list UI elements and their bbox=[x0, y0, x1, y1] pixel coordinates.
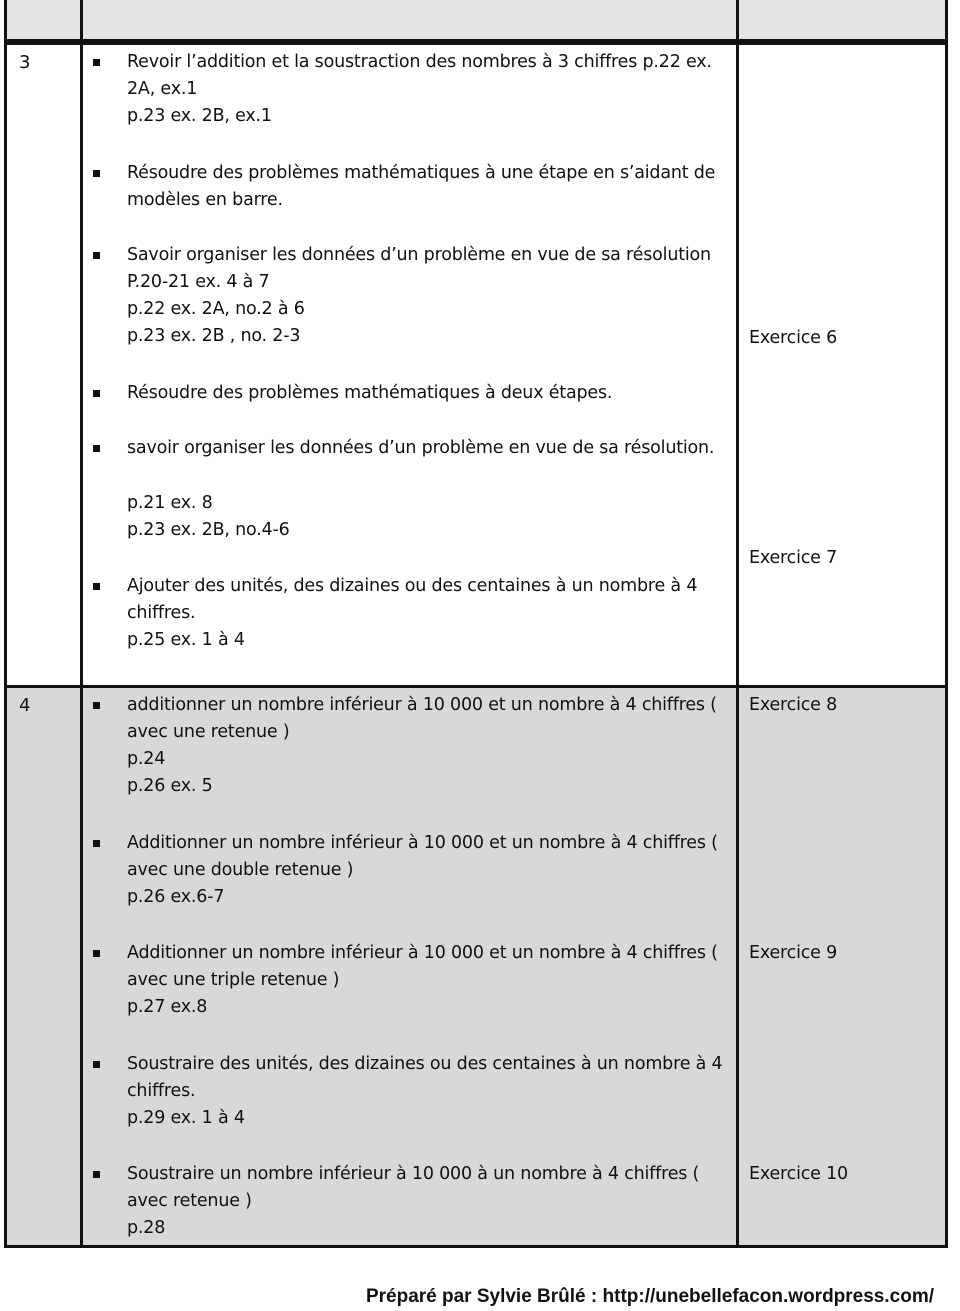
exercise-label: Exercice 8 bbox=[749, 695, 838, 715]
objective-line: avec retenue ) bbox=[127, 1191, 252, 1211]
table-header-row bbox=[7, 0, 945, 42]
bullet-icon bbox=[93, 702, 100, 709]
objective-line: p.25 ex. 1 à 4 bbox=[127, 630, 245, 650]
objective-line: Résoudre des problèmes mathématiques à deux étapes. bbox=[127, 383, 613, 403]
footer-credit: Préparé par Sylvie Brûlé : http://unebellefacon.wordpress.com/ bbox=[365, 1286, 934, 1307]
column-divider bbox=[736, 0, 739, 1245]
objective-line: additionner un nombre inférieur à 10 000 et un nombre à 4 chiffres ( bbox=[127, 695, 717, 715]
objective-line: Revoir l’addition et la soustraction des nombres à 3 chiffres p.22 ex. bbox=[127, 52, 712, 72]
objective-line: Savoir organiser les données d’un problème en vue de sa résolution bbox=[127, 245, 711, 265]
bullet-icon bbox=[93, 390, 100, 397]
objective-line: p.26 ex. 5 bbox=[127, 776, 213, 796]
bullet-icon bbox=[93, 840, 100, 847]
objective-line: Soustraire un nombre inférieur à 10 000 à un nombre à 4 chiffres ( bbox=[127, 1164, 700, 1184]
bullet-icon bbox=[93, 445, 100, 452]
objective-line: avec une triple retenue ) bbox=[127, 970, 340, 990]
row-divider bbox=[7, 42, 945, 45]
exercise-label: Exercice 10 bbox=[749, 1164, 848, 1184]
objective-line: avec une retenue ) bbox=[127, 722, 290, 742]
objective-line: Résoudre des problèmes mathématiques à une étape en s’aidant de bbox=[127, 163, 716, 183]
objective-line: chiffres. bbox=[127, 1081, 196, 1101]
row-number: 3 bbox=[19, 52, 31, 73]
row-number: 4 bbox=[19, 695, 31, 716]
objective-line: p.23 ex. 2B , no. 2-3 bbox=[127, 326, 301, 346]
planning-table bbox=[4, 0, 948, 1248]
exercise-label: Exercice 6 bbox=[749, 328, 838, 348]
objective-line: Soustraire des unités, des dizaines ou des centaines à un nombre à 4 bbox=[127, 1054, 723, 1074]
column-divider bbox=[80, 0, 83, 1245]
bullet-icon bbox=[93, 1061, 100, 1068]
objective-line: p.28 bbox=[127, 1218, 166, 1238]
exercise-label: Exercice 9 bbox=[749, 943, 838, 963]
objective-line: chiffres. bbox=[127, 603, 196, 623]
bullet-icon bbox=[93, 59, 100, 66]
objective-line: savoir organiser les données d’un problème en vue de sa résolution. bbox=[127, 438, 715, 458]
objective-line: p.22 ex. 2A, no.2 à 6 bbox=[127, 299, 305, 319]
bullet-icon bbox=[93, 583, 100, 590]
objective-line: P.20-21 ex. 4 à 7 bbox=[127, 272, 270, 292]
objective-line: avec une double retenue ) bbox=[127, 860, 354, 880]
objective-line: Ajouter des unités, des dizaines ou des centaines à un nombre à 4 bbox=[127, 576, 698, 596]
objective-line: p.26 ex.6-7 bbox=[127, 887, 225, 907]
bullet-icon bbox=[93, 950, 100, 957]
objective-line: Additionner un nombre inférieur à 10 000 et un nombre à 4 chiffres ( bbox=[127, 833, 718, 853]
row-divider bbox=[7, 685, 945, 688]
objective-line: p.21 ex. 8 bbox=[127, 493, 213, 513]
bullet-icon bbox=[93, 252, 100, 259]
objective-line: p.23 ex. 2B, ex.1 bbox=[127, 106, 272, 126]
bullet-icon bbox=[93, 1171, 100, 1178]
objective-line: p.29 ex. 1 à 4 bbox=[127, 1108, 245, 1128]
exercise-label: Exercice 7 bbox=[749, 548, 838, 568]
objective-line: modèles en barre. bbox=[127, 190, 283, 210]
objective-line: p.23 ex. 2B, no.4-6 bbox=[127, 520, 290, 540]
objective-line: p.27 ex.8 bbox=[127, 997, 208, 1017]
bullet-icon bbox=[93, 170, 100, 177]
objective-line: Additionner un nombre inférieur à 10 000 et un nombre à 4 chiffres ( bbox=[127, 943, 718, 963]
objective-line: 2A, ex.1 bbox=[127, 79, 198, 99]
objective-line: p.24 bbox=[127, 749, 166, 769]
